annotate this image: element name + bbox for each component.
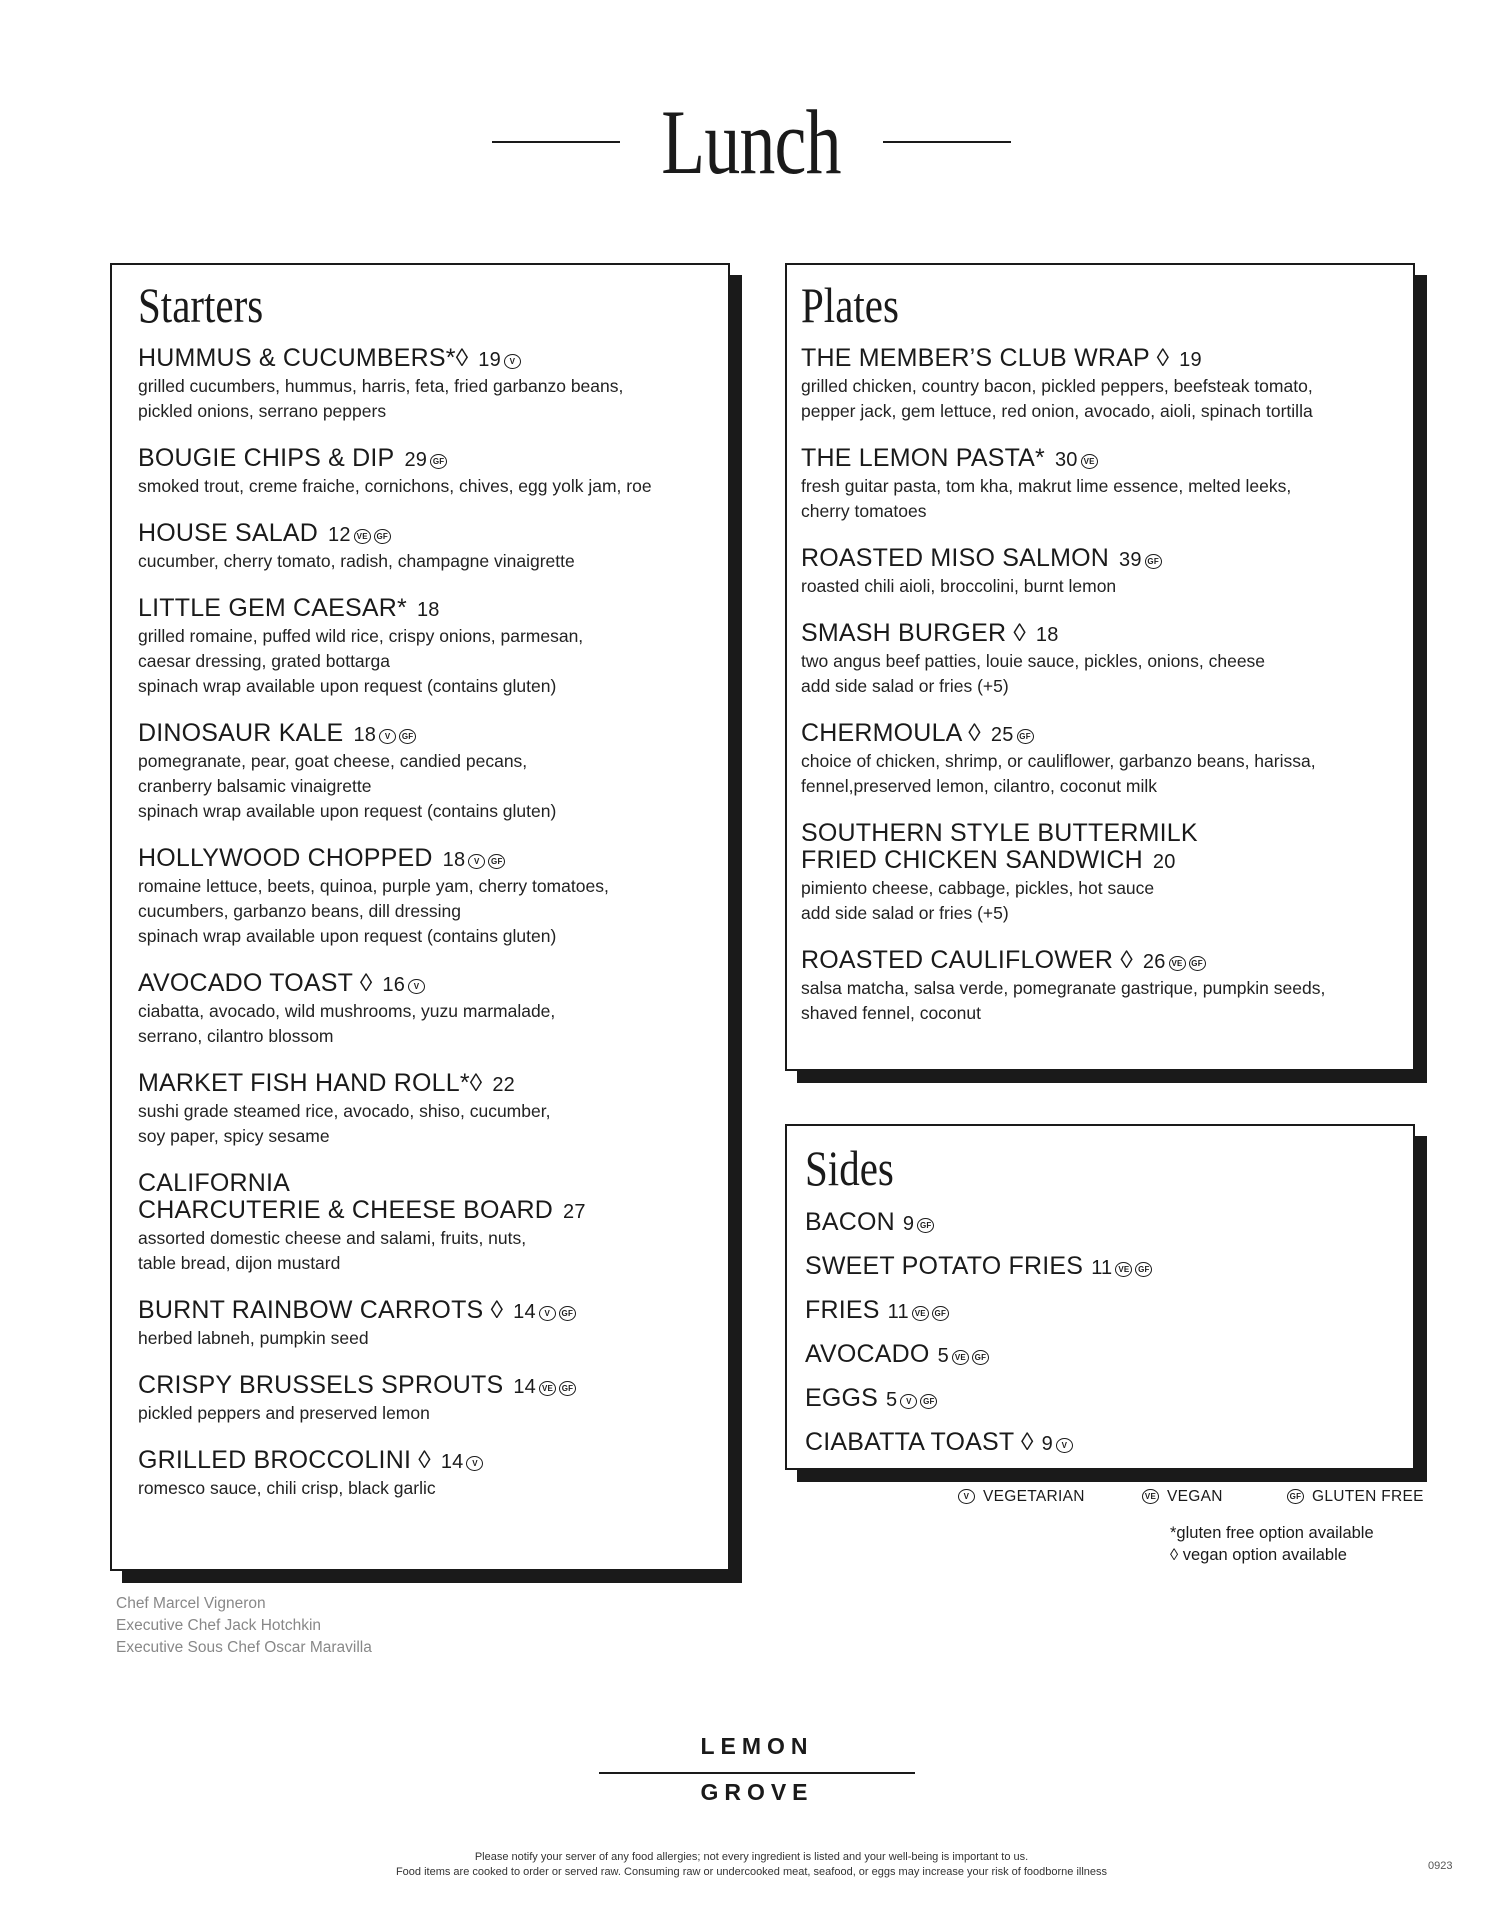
gluten-free-icon: GF (920, 1394, 937, 1409)
menu-item (138, 1372, 706, 1426)
item-description: romesco sauce, chili crisp, black garlic (138, 1478, 436, 1498)
item-name-text: FRIES (805, 1296, 880, 1324)
item-name-text: CRISPY BRUSSELS SPROUTS (138, 1371, 504, 1399)
item-description: pickled peppers and preserved lemon (138, 1403, 430, 1423)
gluten-free-icon: GF (917, 1218, 934, 1233)
item-name (138, 1372, 706, 1401)
page-title: Lunch (661, 91, 842, 193)
item-description: fresh guitar pasta, tom kha, makrut lime essence, melted leeks, (801, 476, 1292, 496)
menu-code: 0923 (1428, 1860, 1453, 1872)
item-name (801, 445, 1391, 474)
item-description: salsa matcha, salsa verde, pomegranate gastrique, pumpkin seeds, (801, 978, 1326, 998)
item-price: 18 (353, 724, 377, 746)
vegetarian-icon: V (466, 1456, 483, 1471)
item-name-text: HUMMUS & CUCUMBERS*◊ (138, 344, 469, 372)
menu-item (801, 820, 1391, 926)
item-name (138, 1170, 706, 1226)
item-description: add side salad or fries (+5) (801, 903, 1009, 923)
vegetarian-icon: V (1056, 1438, 1073, 1453)
credit-line: Executive Sous Chef Oscar Maravilla (116, 1639, 372, 1656)
menu-item (138, 595, 706, 699)
logo-lemon: LEMON (700, 1733, 814, 1759)
item-description: romaine lettuce, beets, quinoa, purple yam, cherry tomatoes, (138, 876, 609, 896)
item-name (138, 595, 706, 624)
side-item (805, 1384, 1391, 1414)
item-price: 30 (1054, 449, 1078, 471)
menu-title-row (0, 92, 1503, 192)
item-name-text: LITTLE GEM CAESAR* (138, 594, 407, 622)
item-price: 9 (902, 1213, 915, 1235)
item-description: pomegranate, pear, goat cheese, candied pecans, (138, 751, 528, 771)
item-name-text: SWEET POTATO FRIES (805, 1252, 1084, 1280)
item-name-text: CIABATTA TOAST ◊ (805, 1428, 1034, 1456)
item-description: cucumber, cherry tomato, radish, champagne vinaigrette (138, 551, 575, 571)
legend-vegan (1142, 1488, 1223, 1506)
item-description: cranberry balsamic vinaigrette (138, 776, 372, 796)
item-description: add side salad or fries (+5) (801, 676, 1009, 696)
vegan-icon: VE (1115, 1262, 1132, 1277)
sides-list (805, 1208, 1391, 1458)
title-rule-right (883, 141, 1011, 143)
item-price: 5 (886, 1389, 898, 1411)
menu-item (138, 520, 706, 574)
item-name (138, 720, 706, 749)
item-name-text: BURNT RAINBOW CARROTS ◊ (138, 1296, 504, 1324)
vegan-note: ◊ vegan option available (1170, 1546, 1347, 1564)
item-price: 5 (937, 1345, 949, 1367)
gluten-free-icon: GF (374, 529, 391, 544)
gluten-free-icon: GF (559, 1306, 576, 1321)
item-name-line: SOUTHERN STYLE BUTTERMILK (801, 819, 1198, 847)
logo-rule (599, 1772, 915, 1774)
item-price: 18 (442, 849, 466, 871)
item-description: two angus beef patties, louie sauce, pickles, onions, cheese (801, 651, 1266, 671)
item-description: cherry tomatoes (801, 501, 927, 521)
item-price: 9 (1041, 1433, 1053, 1455)
item-name-text: THE MEMBER’S CLUB WRAP ◊ (801, 344, 1170, 372)
item-name-line: CALIFORNIA (138, 1169, 291, 1197)
item-price: 18 (416, 599, 440, 621)
legend-label: VEGETARIAN (983, 1488, 1085, 1505)
gluten-free-icon: GF (1287, 1489, 1304, 1504)
vegan-icon: VE (1081, 454, 1098, 469)
item-description: caesar dressing, grated bottarga (138, 651, 390, 671)
side-item (805, 1296, 1391, 1326)
menu-item (801, 947, 1391, 1026)
sides-section (785, 1124, 1415, 1470)
item-description: sushi grade steamed rice, avocado, shiso, cucumber, (138, 1101, 551, 1121)
item-price: 25 (990, 724, 1014, 746)
item-name (138, 445, 706, 474)
menu-item (138, 445, 706, 499)
side-item (805, 1340, 1391, 1370)
item-description: pickled onions, serrano peppers (138, 401, 387, 421)
item-price: 11 (887, 1301, 909, 1323)
vegetarian-icon: V (379, 729, 396, 744)
starters-list (138, 345, 706, 1501)
item-price: 18 (1035, 624, 1059, 646)
footer-line: Food items are cooked to order or served raw. Consuming raw or undercooked meat, seafood, or eggs may increase your risk of foodborne illness (395, 1866, 1108, 1878)
vegetarian-icon: V (468, 854, 485, 869)
item-name (801, 820, 1391, 876)
item-description: pimiento cheese, cabbage, pickles, hot sauce (801, 878, 1155, 898)
item-description: table bread, dijon mustard (138, 1253, 341, 1273)
item-price: 29 (404, 449, 428, 471)
gluten-free-note: *gluten free option available (1170, 1524, 1374, 1542)
item-price: 14 (440, 1451, 464, 1473)
item-name-text: MARKET FISH HAND ROLL*◊ (138, 1069, 483, 1097)
menu-item (138, 1447, 706, 1501)
item-name-text: HOUSE SALAD (138, 519, 319, 547)
legend-label: VEGAN (1167, 1488, 1223, 1505)
item-name (138, 970, 706, 999)
item-price: 39 (1119, 549, 1142, 571)
item-price: 12 (328, 524, 351, 546)
item-name-text: THE LEMON PASTA* (801, 444, 1045, 472)
menu-item (138, 1070, 706, 1149)
item-name-text: EGGS (805, 1384, 879, 1412)
menu-item (138, 1170, 706, 1276)
item-name-line: FRIED CHICKEN SANDWICH (801, 846, 1143, 874)
item-price: 20 (1152, 851, 1176, 873)
side-item (805, 1428, 1391, 1458)
item-description: spinach wrap available upon request (contains gluten) (138, 801, 557, 821)
item-description: fennel,preserved lemon, cilantro, coconut milk (801, 776, 1158, 796)
legend-vegetarian (958, 1488, 1085, 1506)
gluten-free-icon: GF (1189, 956, 1206, 971)
menu-item (801, 620, 1391, 699)
item-price: 14 (513, 1376, 537, 1398)
gluten-free-icon: GF (559, 1381, 576, 1396)
gluten-free-icon: GF (1145, 554, 1162, 569)
item-price: 27 (563, 1201, 586, 1223)
vegetarian-icon: V (900, 1394, 917, 1409)
item-description: serrano, cilantro blossom (138, 1026, 334, 1046)
item-name (801, 720, 1391, 749)
item-price: 14 (513, 1301, 536, 1323)
title-rule-left (492, 141, 620, 143)
vegan-icon: VE (539, 1381, 556, 1396)
item-price: 19 (1179, 349, 1202, 371)
item-description: shaved fennel, coconut (801, 1003, 981, 1023)
item-name-text: CHERMOULA ◊ (801, 719, 981, 747)
item-price: 11 (1091, 1257, 1113, 1279)
item-description: roasted chili aioli, broccolini, burnt lemon (801, 576, 1117, 596)
item-name (801, 345, 1391, 374)
section-heading: Starters (138, 277, 264, 333)
menu-item (801, 545, 1391, 599)
gluten-free-icon: GF (972, 1350, 989, 1365)
item-price: 22 (492, 1074, 515, 1096)
item-name (801, 947, 1391, 976)
item-description: grilled cucumbers, hummus, harris, feta, fried garbanzo beans, (138, 376, 624, 396)
item-name-line: CHARCUTERIE & CHEESE BOARD (138, 1196, 553, 1224)
vegetarian-icon: V (539, 1306, 556, 1321)
item-name-text: ROASTED CAULIFLOWER ◊ (801, 946, 1133, 974)
item-name (801, 620, 1391, 649)
dietary-notes (1170, 1522, 1374, 1566)
item-description: grilled chicken, country bacon, pickled peppers, beefsteak tomato, (801, 376, 1313, 396)
vegetarian-icon: V (958, 1489, 975, 1504)
item-name-text: HOLLYWOOD CHOPPED (138, 844, 433, 872)
vegetarian-icon: V (504, 354, 521, 369)
starters-section (110, 263, 730, 1571)
item-description: ciabatta, avocado, wild mushrooms, yuzu marmalade, (138, 1001, 556, 1021)
item-name-text: BACON (805, 1208, 895, 1236)
menu-item (138, 845, 706, 949)
menu-item (138, 720, 706, 824)
item-name (138, 1297, 706, 1326)
item-description: grilled romaine, puffed wild rice, crispy onions, parmesan, (138, 626, 584, 646)
gluten-free-icon: GF (399, 729, 416, 744)
vegan-icon: VE (912, 1306, 929, 1321)
vegan-icon: VE (1169, 956, 1186, 971)
footer-line: Please notify your server of any food allergies; not every ingredient is listed and your well-being is important to us. (474, 1851, 1029, 1863)
gluten-free-icon: GF (488, 854, 505, 869)
gluten-free-icon: GF (932, 1306, 949, 1321)
item-description: pepper jack, gem lettuce, red onion, avocado, aioli, spinach tortilla (801, 401, 1313, 421)
item-description: cucumbers, garbanzo beans, dill dressing (138, 901, 461, 921)
item-description: choice of chicken, shrimp, or cauliflower, garbanzo beans, harissa, (801, 751, 1316, 771)
item-description: herbed labneh, pumpkin seed (138, 1328, 369, 1348)
item-name (138, 845, 706, 874)
gluten-free-icon: GF (430, 454, 447, 469)
item-name-text: AVOCADO (805, 1340, 930, 1368)
item-description: spinach wrap available upon request (contains gluten) (138, 676, 557, 696)
item-description: assorted domestic cheese and salami, fruits, nuts, (138, 1228, 527, 1248)
item-name (801, 545, 1391, 574)
section-heading: Plates (801, 277, 899, 333)
item-name (138, 345, 706, 374)
item-name (138, 1070, 706, 1099)
menu-item (801, 445, 1391, 524)
logo-grove: GROVE (700, 1779, 814, 1805)
side-item (805, 1208, 1391, 1238)
item-description: soy paper, spicy sesame (138, 1126, 330, 1146)
menu-item (138, 1297, 706, 1351)
legend-gluten-free (1287, 1488, 1424, 1506)
vegetarian-icon: V (408, 979, 425, 994)
menu-item (801, 345, 1391, 424)
item-price: 19 (478, 349, 501, 371)
item-name-text: DINOSAUR KALE (138, 719, 344, 747)
item-description: spinach wrap available upon request (contains gluten) (138, 926, 557, 946)
item-description: smoked trout, creme fraiche, cornichons, chives, egg yolk jam, roe (138, 476, 652, 496)
item-price: 16 (382, 974, 406, 996)
gluten-free-icon: GF (1017, 729, 1034, 744)
menu-item (138, 345, 706, 424)
item-name-text: BOUGIE CHIPS & DIP (138, 444, 395, 472)
vegan-icon: VE (952, 1350, 969, 1365)
menu-item (801, 720, 1391, 799)
legend-label: GLUTEN FREE (1312, 1488, 1424, 1505)
allergy-notice (0, 1850, 1503, 1880)
item-price: 26 (1142, 951, 1166, 973)
side-item (805, 1252, 1391, 1282)
vegan-icon: VE (354, 529, 371, 544)
item-name (138, 520, 706, 549)
gluten-free-icon: GF (1135, 1262, 1152, 1277)
vegan-icon: VE (1142, 1489, 1159, 1504)
item-name-text: SMASH BURGER ◊ (801, 619, 1026, 647)
item-name-text: AVOCADO TOAST ◊ (138, 969, 373, 997)
plates-list (801, 345, 1391, 1026)
credit-line: Executive Chef Jack Hotchkin (116, 1617, 322, 1634)
credit-line: Chef Marcel Vigneron (116, 1595, 266, 1612)
item-name-text: ROASTED MISO SALMON (801, 544, 1110, 572)
chef-credits (116, 1593, 372, 1659)
section-heading: Sides (805, 1140, 894, 1196)
plates-section (785, 263, 1415, 1071)
item-name (138, 1447, 706, 1476)
menu-item (138, 970, 706, 1049)
item-name-text: GRILLED BROCCOLINI ◊ (138, 1446, 431, 1474)
